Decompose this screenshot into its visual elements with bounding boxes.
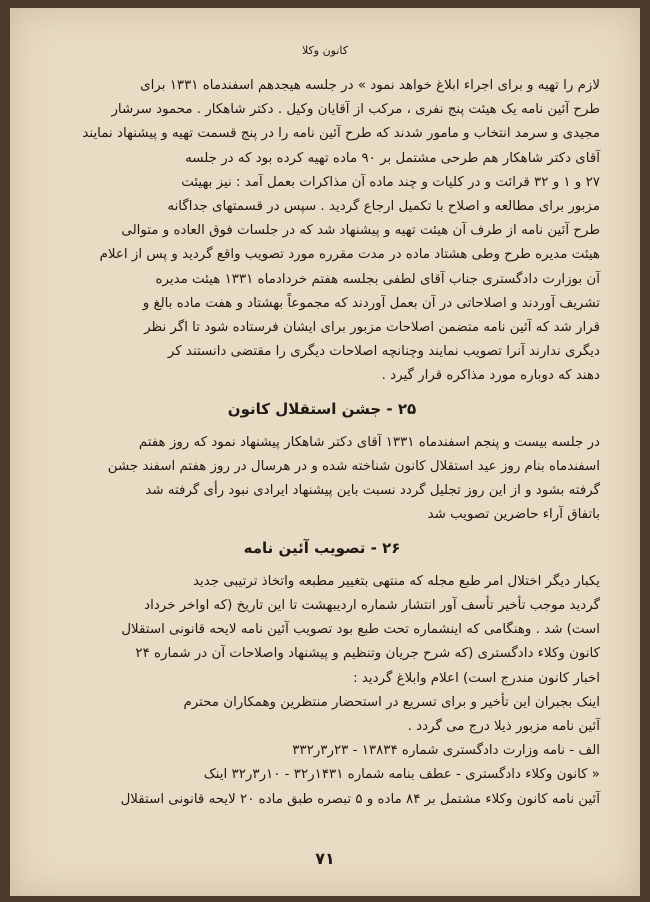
- text-line: الف - نامه وزارت دادگستری شماره ۱۳۸۳۴ - ۲۳ر۳ر۳۳۲: [292, 743, 600, 759]
- text-line: طرح آئین نامه یک هیئت پنج نفری ، مرکب از آقایان وکیل . دکتر شاهکار . محمود سرشار: [111, 102, 600, 118]
- body-text: [44, 74, 600, 812]
- text-line: تشریف آوردند و اصلاحاتی در آن بعمل آوردند که مجموعاً بهشتاد و هفت ماده بالغ و: [142, 295, 600, 311]
- text-line: باتفاق آراء حاضرین تصویب شد: [427, 507, 600, 523]
- text-line: « کانون وکلاء دادگستری - عطف بنامه شماره ۱۴۳۱ر۳۲ - ۱۰ر۳ر۳۲ اینک: [203, 767, 600, 783]
- text-line: گرفته بشود و از این روز تجلیل گردد نسبت باین پیشنهاد ایرادی نبود رأی گرفته شد: [145, 483, 600, 499]
- text-line: در جلسه بیست و پنجم اسفندماه ۱۳۳۱ آقای دکتر شاهکار پیشنهاد نمود که روز هفتم: [138, 434, 600, 450]
- text-line: گردید موجب تأخیر تأسف آور انتشار شماره اردیبهشت تا این تاریخ (که اواخر خرداد: [144, 598, 600, 614]
- page-number: ۷۱: [315, 849, 335, 868]
- text-line: آئین نامه کانون وکلاء مشتمل بر ۸۴ ماده و ۵ تبصره طبق ماده ۲۰ لایحه قانونی استقلال: [120, 791, 600, 807]
- text-line: آقای دکتر شاهکار هم طرحی مشتمل بر ۹۰ ماده تهیه کرده بود که در جلسه: [185, 150, 600, 166]
- section-heading-26: ۲۶ - تصویب آئین نامه: [243, 538, 401, 557]
- text-line: ۲۷ و ۱ و ۳۲ قرائت و در کلیات و چند ماده آن مذاکرات بعمل آمد : نیز بهیئت: [181, 174, 600, 190]
- text-line: مزبور برای مطالعه و اصلاح با تکمیل ارجاع گردید . سپس در قسمتهای جداگانه: [167, 199, 600, 215]
- book-page: [10, 8, 640, 896]
- running-header: کانون وکلا: [301, 44, 349, 57]
- text-line: کانون وکلاء دادگستری (که شرح جریان وتنظیم و پیشنهاد واصلاحات آن در شماره ۲۴: [135, 646, 600, 662]
- text-line: لازم را تهیه و برای اجراء ابلاغ خواهد نمود » در جلسه هیجدهم اسفندماه ۱۳۳۱ برای: [140, 78, 600, 93]
- text-line: اسفندماه بنام روز عید استقلال کانون شناخته شده و در هرسال در روز هفتم اسفند جشن: [107, 459, 600, 475]
- text-line: اینک بجبران این تأخیر و برای تسریع در استحضار منتظرین وهمکاران محترم: [183, 694, 600, 710]
- text-line: قرار شد که آئین نامه متضمن اصلاحات مزبور برای ایشان فرستاده شود تا اگر نظر: [144, 320, 600, 336]
- text-line: است) شد . وهنگامی که اینشماره تحت طبع بود تصویب آئین نامه لایحه قانونی استقلال: [121, 622, 600, 638]
- text-line: اخبار کانون مندرج است) اعلام وابلاغ گردید :: [353, 670, 600, 686]
- text-line: آئین نامه مزبور ذیلا درج می گردد .: [407, 719, 600, 735]
- paragraph-2: [44, 431, 600, 528]
- text-line: مجیدی و سرمد انتخاب و مامور شدند که طرح آئین نامه را در پنج قسمت تهیه و پیشنهاد نمایند: [82, 126, 600, 142]
- section-heading-25: ۲۵ - جشن استقلال کانون: [227, 399, 417, 418]
- text-line: آن بوزارت دادگستری جناب آقای لطفی بجلسه هفتم خردادماه ۱۳۳۱ هیئت مدیره: [155, 271, 600, 287]
- paragraph-1: [44, 74, 600, 389]
- text-line: دیگری ندارند آنرا تصویب نمایند وچنانچه اصلاحات دیگری را مقتضی دانستند کر: [167, 344, 600, 360]
- paragraph-3: [44, 570, 600, 812]
- text-line: دهند که دوباره مورد مذاکره قرار گیرد .: [381, 368, 600, 384]
- text-line: هیئت مدیره طرح وطی هشتاد ماده در مدت مقرره مورد تصویب واقع گردید و پس از اعلام: [99, 247, 600, 263]
- text-line: یکبار دیگر اختلال امر طبع مجله که منتهی بتغییر مطبعه واتخاذ ترتیبی جدید: [193, 573, 600, 589]
- text-line: طرح آئین نامه از طرف آن هیئت تهیه و پیشنهاد شد که در جلسات فوق العاده و متوالی: [121, 223, 600, 239]
